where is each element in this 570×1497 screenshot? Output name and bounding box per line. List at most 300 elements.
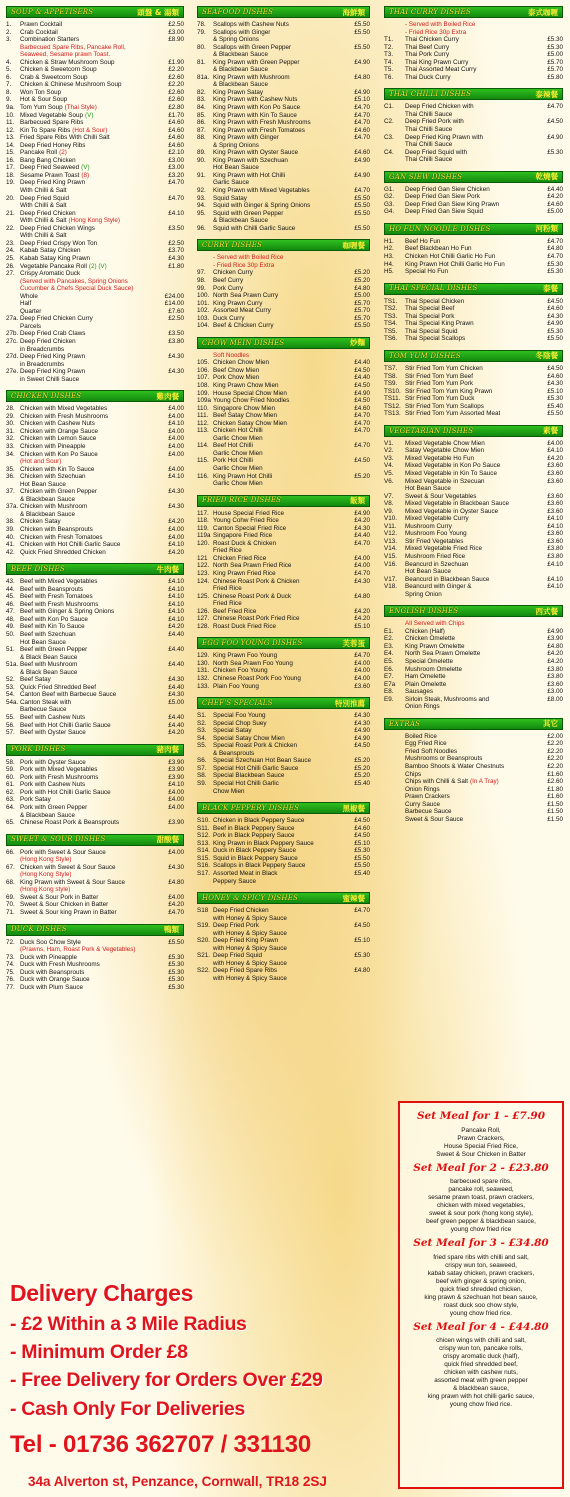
- item-name: Deep Fried King Prawn: [20, 179, 86, 187]
- item-number: E2.: [384, 635, 394, 643]
- item-price: £5.30: [547, 148, 563, 156]
- item-price: [344, 975, 370, 983]
- item-price: £4.00: [354, 667, 370, 675]
- item-name: Chicken Omelette: [405, 635, 456, 643]
- menu-column-2: [197, 6, 370, 990]
- item-price: £4.20: [354, 607, 370, 615]
- menu-item: [197, 907, 370, 915]
- menu-item: [197, 675, 370, 683]
- item-number: [384, 801, 405, 809]
- section-title: ENGLISH DISHES: [389, 607, 459, 616]
- item-price: [344, 217, 370, 225]
- item-name: Chicken Chow Mien: [213, 359, 269, 367]
- item-name: Special Ho Fun: [405, 268, 449, 276]
- item-name: Chicken Hot Chilli Garlic Ho Fun: [405, 253, 496, 261]
- item-price: £4.40: [168, 661, 184, 669]
- item-number: TS1.: [384, 297, 398, 305]
- item-price: £4.60: [547, 200, 563, 208]
- menu-item: [197, 735, 370, 743]
- menu-item: [384, 388, 563, 396]
- item-name: Kin To Spare Ribs: [20, 126, 71, 134]
- item-price: £4.20: [168, 548, 184, 556]
- item-price: £4.50: [354, 742, 370, 750]
- item-name: Stir Fried Tom Yum Pork: [405, 380, 474, 388]
- item-name: King Prawn Chow Mien: [213, 381, 279, 389]
- menu-item: [197, 427, 370, 435]
- item-name: Beancurd in Szechuan: [405, 560, 469, 568]
- item-price: £2.60: [168, 96, 184, 104]
- item-name: Quick Fried Shredded Beef: [20, 683, 96, 691]
- menu-item: [384, 44, 563, 52]
- section-black-peppery-dishes: [197, 802, 370, 885]
- item-name: & Spring Onions: [213, 36, 259, 44]
- menu-item: [6, 44, 184, 52]
- item-tag: (2): [59, 149, 67, 157]
- item-name: Chicken with Pineapple: [20, 442, 86, 450]
- item-number: 109a: [197, 397, 212, 405]
- item-name: Thai Pork Curry: [405, 51, 450, 59]
- item-price: £4.20: [547, 650, 563, 658]
- item-name: Deep Fried Honey Ribs: [20, 141, 86, 149]
- item-name: Egg Fried Rice: [405, 740, 447, 748]
- menu-item: [6, 969, 184, 977]
- item-price: [158, 946, 184, 954]
- item-tag: (Hong Kong Style): [68, 217, 120, 225]
- item-number: [6, 458, 20, 466]
- item-number: G4.: [384, 208, 395, 216]
- item-name: & Blackbean Sauce: [213, 66, 268, 74]
- menu-item: [6, 435, 184, 443]
- item-name: Chips with Chilli & Salt: [405, 778, 468, 786]
- item-name: Duck in Black Peppery Sauce: [213, 847, 296, 855]
- item-price: [158, 202, 184, 210]
- item-price: £4.50: [547, 118, 563, 126]
- item-number: 43.: [6, 578, 15, 586]
- item-number: C1.: [384, 103, 394, 111]
- item-name: Deep Fried Squid: [20, 194, 70, 202]
- item-name: Combination Starters: [20, 36, 80, 44]
- section-title: THAI SPECIAL DISHES: [389, 284, 478, 293]
- section-header: [384, 171, 563, 183]
- menu-item: [197, 285, 370, 293]
- item-price: £4.00: [354, 554, 370, 562]
- item-number: 86.: [197, 119, 206, 127]
- item-price: £5.30: [547, 327, 563, 335]
- item-number: 39.: [6, 526, 15, 533]
- item-name: King Prawn with Kin To Sauce: [213, 111, 297, 119]
- item-number: S11.: [197, 824, 210, 832]
- menu-item: [384, 335, 563, 343]
- item-name: Onion Rings: [405, 785, 440, 793]
- section-title: EXTRAS: [389, 719, 421, 728]
- item-price: [344, 51, 370, 59]
- section-title: SWEET & SOUR DISHES: [11, 835, 106, 844]
- item-price: £4.80: [354, 73, 370, 81]
- item-price: £5.10: [354, 622, 370, 630]
- menu-item: [384, 156, 563, 164]
- section-chinese-title: 乾燒餐: [535, 172, 558, 182]
- item-name: Chinese Roast Pork & Duck: [213, 592, 292, 600]
- item-number: E7.: [384, 673, 394, 681]
- menu-item: [6, 714, 184, 722]
- item-name: Stir Fried Tom Yum Assorted Meat: [405, 410, 501, 418]
- item-name: - Served with Boiled Rice: [213, 254, 284, 262]
- menu-item: [384, 786, 563, 794]
- item-price: [158, 187, 184, 195]
- item-price: £5.50: [354, 209, 370, 217]
- item-name: King Prawn Curry: [213, 299, 263, 307]
- item-name: Beef with Cashew Nuts: [20, 714, 86, 722]
- item-name: in Breadcrumbs: [20, 345, 65, 353]
- item-name: Garlic Chow Mien: [213, 449, 263, 457]
- menu-item: [384, 298, 563, 306]
- item-number: 131.: [197, 667, 210, 675]
- item-price: £4.10: [168, 541, 184, 549]
- item-number: 45.: [6, 593, 15, 601]
- item-number: T1.: [384, 36, 394, 44]
- set-meal-title: Set Meal for 2 - £23.80: [413, 1161, 549, 1174]
- set-meals-box: [398, 1101, 564, 1489]
- item-number: 106.: [197, 366, 210, 374]
- item-number: [197, 878, 213, 886]
- item-number: 8.: [6, 88, 12, 96]
- item-name: Special Szechuan Hot Bean Sauce: [213, 757, 312, 765]
- item-number: 117.: [197, 509, 209, 517]
- item-price: £3.90: [168, 766, 184, 774]
- menu-item: [6, 51, 184, 59]
- item-number: [384, 816, 405, 824]
- section-chinese-title: 咖喱餐: [342, 240, 365, 250]
- menu-item: [384, 801, 563, 809]
- item-price: [537, 703, 563, 711]
- item-price: £5.30: [547, 43, 563, 51]
- item-number: 126.: [197, 607, 210, 615]
- menu-item: [384, 447, 563, 455]
- item-number: 48.: [6, 615, 15, 623]
- item-number: [197, 960, 213, 968]
- item-price: £4.10: [547, 447, 563, 455]
- menu-item: [197, 112, 370, 120]
- item-price: £4.50: [547, 364, 563, 372]
- set-meal-item: king prawn & szechuan hot bean sauce,: [424, 1293, 538, 1301]
- item-price: £4.70: [547, 253, 563, 261]
- item-number: 11.: [6, 119, 15, 127]
- item-name: Pork with Sweet & Sour Sauce: [20, 848, 106, 856]
- menu-item: [6, 240, 184, 248]
- item-price: £4.00: [354, 659, 370, 667]
- item-number: 47.: [6, 608, 15, 616]
- item-name: Stir Fried Tom Yum Duck: [405, 395, 475, 403]
- section-chinese-title: 泰式咖喱: [528, 7, 558, 17]
- item-name: Bamboo Shoots & Water Chestnuts: [405, 763, 505, 771]
- menu-item: [197, 473, 370, 481]
- item-price: £4.80: [354, 592, 370, 600]
- item-name: Deep Fried Squid with: [405, 148, 467, 156]
- item-name: Chicken with Mixed Vegetables: [20, 405, 108, 413]
- item-number: [197, 547, 213, 555]
- item-number: V15.: [384, 552, 397, 560]
- item-price: £4.70: [354, 187, 370, 195]
- item-number: [197, 352, 213, 360]
- item-number: [6, 812, 20, 820]
- item-name: Pork with Fresh Mushrooms: [20, 773, 99, 781]
- item-name: & Blackbean Sauce: [213, 217, 268, 225]
- item-price: £5.50: [354, 28, 370, 36]
- item-price: £5.80: [547, 73, 563, 81]
- item-price: £4.50: [354, 817, 370, 825]
- item-name: Mixed Vegetable in Kon Po Sauce: [405, 462, 501, 470]
- item-name: & Black Bean Sauce: [20, 653, 78, 661]
- item-price: £4.00: [168, 450, 184, 458]
- item-name: King Prawn with Fresh Mushrooms: [213, 119, 311, 127]
- item-number: V6.: [384, 477, 394, 485]
- item-price: £5.30: [547, 268, 563, 276]
- item-number: [197, 945, 213, 953]
- item-number: [6, 946, 20, 954]
- menu-item: [197, 44, 370, 52]
- menu-item: [384, 440, 563, 448]
- item-name: Beef in Black Peppery Sauce: [213, 824, 295, 832]
- item-name: Beef & Chicken Curry: [213, 322, 274, 330]
- item-number: TS13.: [384, 410, 401, 418]
- item-name: Special Satay Chow Mien: [213, 734, 285, 742]
- item-name: Ham Omelette: [405, 673, 446, 681]
- item-price: [344, 750, 370, 758]
- item-name: Beef with Beansprouts: [20, 585, 84, 593]
- item-price: [158, 886, 184, 894]
- item-number: [384, 126, 405, 134]
- item-number: V16.: [384, 560, 397, 568]
- menu-item: [384, 410, 563, 418]
- item-number: [6, 232, 20, 240]
- item-number: [384, 748, 405, 756]
- menu-item: [6, 684, 184, 692]
- item-name: Won Ton Soup: [20, 88, 62, 96]
- item-number: 9.: [6, 96, 12, 104]
- item-number: V14.: [384, 545, 397, 553]
- set-meal-item: assorted meat with green pepper: [434, 1377, 528, 1385]
- item-number: [197, 262, 213, 270]
- item-number: [197, 66, 213, 74]
- item-price: £4.60: [547, 372, 563, 380]
- item-name: Kabab Satay King Prawn: [20, 254, 91, 262]
- item-number: 71.: [6, 908, 15, 916]
- item-number: [6, 481, 20, 489]
- item-price: £4.00: [168, 405, 184, 413]
- item-number: 54.: [6, 691, 15, 699]
- delivery-line: - Minimum Order £8: [10, 1340, 188, 1363]
- item-price: £4.20: [354, 615, 370, 623]
- item-number: T4.: [384, 58, 394, 66]
- item-name: Chicken with Beansprouts: [20, 526, 93, 533]
- menu-item: [197, 742, 370, 750]
- item-price: [344, 81, 370, 89]
- item-number: E9.: [384, 695, 394, 703]
- set-meal-item: sweet & sour pork (hong kong style),: [429, 1210, 533, 1218]
- item-price: £4.30: [354, 524, 370, 532]
- menu-item: [6, 616, 184, 624]
- item-number: E1.: [384, 627, 394, 635]
- menu-item: [6, 278, 184, 286]
- item-number: 74.: [6, 961, 15, 969]
- item-name: Deep Fried Pork: [213, 922, 259, 930]
- item-number: [6, 511, 20, 519]
- section-chinese-title: 黑椒餐: [342, 803, 365, 813]
- item-number: 84.: [197, 104, 206, 112]
- item-number: 130.: [197, 659, 210, 667]
- item-price: £3.80: [168, 337, 184, 345]
- item-price: [158, 669, 184, 677]
- item-price: [344, 945, 370, 953]
- item-number: [6, 308, 20, 316]
- item-name: Beef with Mushroom: [20, 661, 78, 669]
- item-price: £4.10: [168, 473, 184, 481]
- item-number: 90.: [197, 156, 206, 164]
- menu-item: [384, 245, 563, 253]
- item-number: S8.: [197, 772, 207, 780]
- menu-item: [384, 793, 563, 801]
- section-title: PORK DISHES: [11, 745, 66, 754]
- item-price: [158, 232, 184, 240]
- item-name: Fried Rice: [213, 600, 242, 608]
- menu-item: [6, 759, 184, 767]
- item-number: [384, 485, 405, 493]
- menu-item: [6, 804, 184, 812]
- item-number: [384, 156, 405, 164]
- item-name: King Prawn with Sweet & Sour Sauce: [20, 878, 126, 886]
- item-number: 27d.: [6, 353, 19, 361]
- menu-item: [197, 450, 370, 458]
- item-name: Beef with Szechuan: [20, 631, 76, 639]
- section-beef-dishes: [6, 563, 184, 736]
- item-price: [158, 511, 184, 519]
- item-number: S9.: [197, 780, 207, 788]
- item-name: Duck with Plum Sauce: [20, 983, 83, 991]
- item-price: £4.60: [168, 126, 184, 134]
- item-name: Thai Chilli Sauce: [405, 126, 453, 134]
- item-price: £4.70: [547, 103, 563, 111]
- item-name: Thai King Prawn Curry: [405, 58, 469, 66]
- menu-item: [6, 36, 184, 44]
- menu-item: [197, 832, 370, 840]
- section-chinese-title: 頭盤 & 湯類: [137, 7, 179, 17]
- item-number: 20.: [6, 194, 15, 202]
- set-meal-item: beef wirh ginger & spring onion,: [436, 1277, 526, 1285]
- item-price: £4.60: [168, 119, 184, 127]
- item-number: E6.: [384, 665, 394, 673]
- section-header: [197, 637, 370, 649]
- menu-item: [6, 586, 184, 594]
- item-name: Pork with Green Pepper: [20, 803, 88, 811]
- menu-item: [197, 660, 370, 668]
- item-price: [158, 654, 184, 662]
- item-number: [6, 202, 20, 210]
- item-number: 2.: [6, 28, 12, 36]
- item-number: 115.: [197, 457, 209, 465]
- menu-item: [6, 729, 184, 737]
- item-name: Pork with Cashew Nuts: [20, 781, 86, 789]
- item-name: King Prawn Hot Chilli: [213, 472, 273, 480]
- menu-item: [384, 261, 563, 269]
- menu-item: [6, 149, 184, 157]
- item-name: Chicken (Half): [405, 627, 445, 635]
- item-price: £4.30: [168, 254, 184, 262]
- item-name: Thai Special Pork: [405, 312, 455, 320]
- item-price: [537, 485, 563, 493]
- item-number: TS2.: [384, 305, 398, 313]
- item-price: £4.60: [168, 141, 184, 149]
- item-price: [158, 361, 184, 369]
- item-number: [197, 217, 213, 225]
- item-number: [6, 187, 20, 195]
- item-price: £5.30: [168, 961, 184, 969]
- item-number: 98.: [197, 276, 206, 284]
- item-number: 5.: [6, 66, 12, 74]
- menu-item: [6, 293, 184, 301]
- menu-item: [384, 561, 563, 569]
- item-price: £4.30: [354, 712, 370, 720]
- menu-item: [384, 59, 563, 67]
- section-title: CHOW MEIN DISHES: [202, 338, 285, 347]
- item-price: £5.30: [354, 847, 370, 855]
- item-name: With Chilli & Salt: [20, 232, 67, 240]
- item-number: 24.: [6, 247, 15, 255]
- item-name: Beef Ho Fun: [405, 237, 441, 245]
- item-number: [197, 450, 213, 458]
- item-name: Deep Fried Chicken with: [405, 103, 474, 111]
- item-price: £5.40: [354, 869, 370, 877]
- item-name: Half: [20, 300, 32, 308]
- item-name: Beef with Kin To Sauce: [20, 623, 85, 631]
- item-name: Deep Fried Crab Claws: [20, 330, 86, 338]
- item-price: £5.30: [168, 983, 184, 991]
- item-name: Special Hot Chilli Garlic: [213, 780, 279, 788]
- set-meal-item: kabab satay chicken, prawn crackers,: [427, 1269, 535, 1277]
- menu-item: [384, 186, 563, 194]
- item-name: in Sweet Chilli Sauce: [20, 375, 80, 383]
- item-name: Thai Assorted Meat Curry: [405, 66, 477, 74]
- section-chinese-title: 炒麵: [350, 338, 365, 348]
- section-chinese-title: 特別推薦: [335, 698, 365, 708]
- menu-item: [197, 600, 370, 608]
- section-sweet-sour-dishes: [6, 834, 184, 917]
- item-number: 27e.: [6, 368, 19, 376]
- section-title: VEGETARIAN DISHES: [389, 426, 474, 435]
- set-meal-item: king prawn with hot chilli garlic sauce,: [427, 1393, 535, 1401]
- item-name: Scallops with Cashew Nuts: [213, 21, 289, 28]
- menu-item: [384, 538, 563, 546]
- item-name: Fried Rice: [213, 585, 242, 593]
- item-number: S10.: [197, 817, 210, 825]
- item-number: 70.: [6, 901, 15, 909]
- menu-item: [6, 29, 184, 37]
- item-name: Deep Fried Gan Siew Chicken: [405, 185, 490, 193]
- item-price: £5.20: [354, 757, 370, 765]
- item-price: £5.50: [354, 202, 370, 210]
- item-name: King Prawn with Fresh Tomatoes: [213, 126, 305, 134]
- item-number: 119a: [197, 532, 211, 540]
- menu-item: [6, 308, 184, 316]
- menu-item: [197, 720, 370, 728]
- item-name: & Beansprouts: [213, 749, 255, 757]
- section-title: BEEF DISHES: [11, 564, 65, 573]
- menu-item: [384, 523, 563, 531]
- item-name: Duck Soo Chow Style: [20, 938, 81, 946]
- menu-item: [6, 871, 184, 879]
- menu-item: [197, 315, 370, 323]
- item-number: 76.: [6, 976, 15, 984]
- section-title: CURRY DISHES: [202, 241, 263, 250]
